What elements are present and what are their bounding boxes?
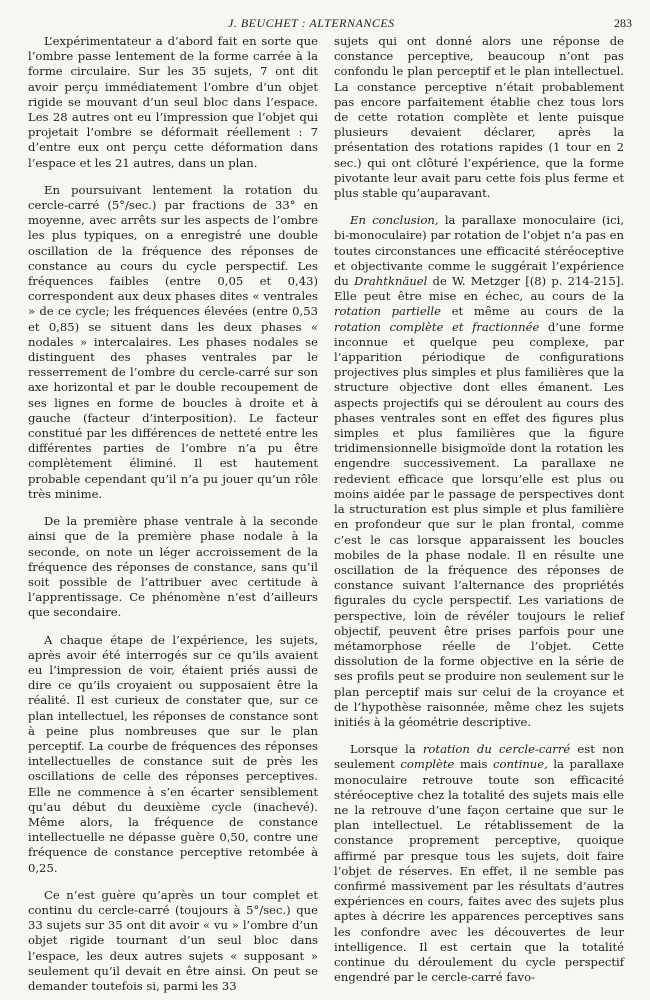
page-number: 283 (614, 16, 632, 30)
paragraph: A chaque étape de l’expérience, les sujets, après avoir été interrogés sur ce qu’ils avaient eu l’impression de voir, étaient priés aussi de dire ce qu’ils croyaient ou supposaient être la réalité. Il est curieux de constater que, sur ce plan intellectuel, les réponses de constance sont à peine plus nombreuses que sur le plan perceptif. La courbe de fréquences des réponses intellectuelles de constance suit de près les oscillations de celle des réponses perceptives. Elle ne commence à s’en écarter sensiblement qu’au début du deuxième cycle (inachevé). Même alors, la fréquence de constance intellectuelle ne dépasse guère 0,50, contre une fréquence de constance perceptive retombée à 0,25. (28, 632, 318, 875)
text-run: d’une forme inconnue et quelque peu complexe, par l’apparition périodique de configurations projectives plus simples et plus familières que la structure objective dont elles émanent. Les aspects projectifs qui se déroulent au cours des phases ventrales sont en effet des figures plus simples et plus familières que la figure tridimensionnelle bisigmoïde dont la rotation les engendre successivement. La parallaxe ne redevient efficace que lorsqu’elle est plus ou moins aidée par le passage de perspectives dont la structuration est plus simple et plus familière en profondeur que sur le plan frontal, comme c’est le cas lorsque apparaissent les boucles mobiles de la phase nodale. Il en résulte une oscillation de la fréquence des réponses de constance suivant l’alternance des propriétés figurales du cycle perspectif. Les variations de perspective, loin de révéler toujours le relief objectif, peuvent être prises parfois pour une métamorphose réelle de l’objet. Cette dissolution de la forme objective en la série de ses profils peut se produire non seulement sur le plan perceptif mais sur celui de la croyance et de l’hypothèse raisonnée, même chez les sujets initiés à la géométrie descriptive. (334, 319, 624, 729)
paragraph: L’expérimentateur a d’abord fait en sorte que l’ombre passe lentement de la forme carrée à la forme circulaire. Sur les 35 sujets, 7 ont dit avoir perçu immédiatement l’ombre d’un objet rigide se mouvant d’un seul bloc dans l’espace. Les 28 autres ont eu l’impression que l’objet qui projetait l’ombre se déformait réellement : 7 d’entre eux ont perçu cette déformation dans l’espace et les 21 autres, dans un plan. (28, 34, 318, 170)
running-header (0, 14, 650, 34)
emphasized-term: rotation complète et fractionnée (334, 319, 540, 334)
text-run: Lorsque la (350, 742, 423, 757)
emphasized-term: complète (400, 757, 455, 772)
running-title: J. BEUCHET : ALTERNANCES (228, 16, 395, 30)
left-column (28, 34, 318, 1000)
text-run: et même au cours de la (440, 304, 624, 319)
paragraph: Ce n’est guère qu’après un tour complet et continu du cercle-carré (toujours à 5°/sec.) que 33 sujets sur 35 ont dit avoir « vu » l’ombre d’un objet rigide tournant d’un seul bloc dans l’espace, les deux autres sujets « supposant » seulement qu’il devait en être ainsi. On peut se demander toutefois si, parmi les 33 (28, 887, 318, 993)
paragraph: sujets qui ont donné alors une réponse de constance perceptive, beaucoup n’ont pas confondu le plan perceptif et le plan intellectuel. La constance perceptive n’était probablement pas encore parfaitement établie chez tous lors de cette rotation complète et lente puisque plusieurs devaient déclarer, après la présentation des rotations rapides (1 tour en 2 sec.) qui ont clôturé l’expérience, que la forme pivotante leur avait paru cette fois plus ferme et plus stable qu’auparavant. (334, 34, 624, 201)
cited-title: Drahtknäuel (354, 274, 428, 289)
paragraph: En poursuivant lentement la rotation du cercle-carré (5°/sec.) par fractions de 33° en moyenne, avec arrêts sur les aspects de l’ombre les plus typiques, on a enregistré une double oscillation de la fréquence des réponses de constance au cours du cycle perspectif. Les fréquences faibles (entre 0,05 et 0,43) correspondent aux deux phases dites « ventrales » de ce cycle; les fréquences élevées (entre 0,53 et 0,85) se situent dans les deux phases « nodales » intercalaires. Les phases nodales se distinguent des phases ventrales par le resserrement de l’ombre du cercle-carré sur son axe horizontal et par le double recoupement de ses lignes en forme de boucles à droite et à gauche (facteur d’interposition). Le facteur constitué par les différences de netteté entre les différentes parties de l’ombre n’a pu être complètement éliminé. Il est hautement probable cependant qu’il n’a pu jouer qu’un rôle très minime. (28, 182, 318, 501)
text-run: est non seulement (334, 742, 624, 772)
right-column (334, 34, 624, 991)
emphasized-term: rotation du cercle-carré (422, 742, 571, 757)
text-run: la parallaxe monoculaire (ici, bi-monoculaire) par rotation de l’objet n’a pas en toutes circonstances une efficacité stéréoceptive et objectivante comme le suggérait l’expérience du (334, 213, 625, 289)
paragraph: De la première phase ventrale à la seconde ainsi que de la première phase nodale à la seconde, on note un léger accroissement de la fréquence des réponses de constance, sans qu’il soit possible de l’attribuer avec certitude à l’apprentissage. Ce phénomène n’est d’ailleurs que secondaire. (28, 514, 318, 620)
text-run: de W. Metzger [(8) p. 214-215]. Elle peut être mise en échec, au cours de la (334, 274, 624, 304)
text-run: la parallaxe monoculaire retrouve toute son efficacité stéréoceptive chez la totalité des sujets mais elle ne la retrouve d’une façon certaine que sur le plan intellectuel. Le rétablissement de la constance proprement perceptive, quoique affirmé par presque tous les sujets, doit faire l’objet de réserves. En effet, il ne semble pas confirmé massivement par les résultats d’autres expériences en cours, faites avec des sujets plus aptes à décrire les apparences perceptives sans les confondre avec les découvertes de leur intelligence. Il est certain que la totalité continue du déroulement du cycle perspectif engendré par le cercle-carré favo- (334, 757, 625, 985)
conclusion-lead: En conclusion, (350, 213, 439, 228)
emphasized-term: rotation partielle (334, 304, 441, 319)
paragraph (334, 742, 624, 985)
text-run: mais (454, 757, 493, 772)
emphasized-term: continue, (493, 757, 548, 772)
conclusion-paragraph (334, 213, 624, 730)
